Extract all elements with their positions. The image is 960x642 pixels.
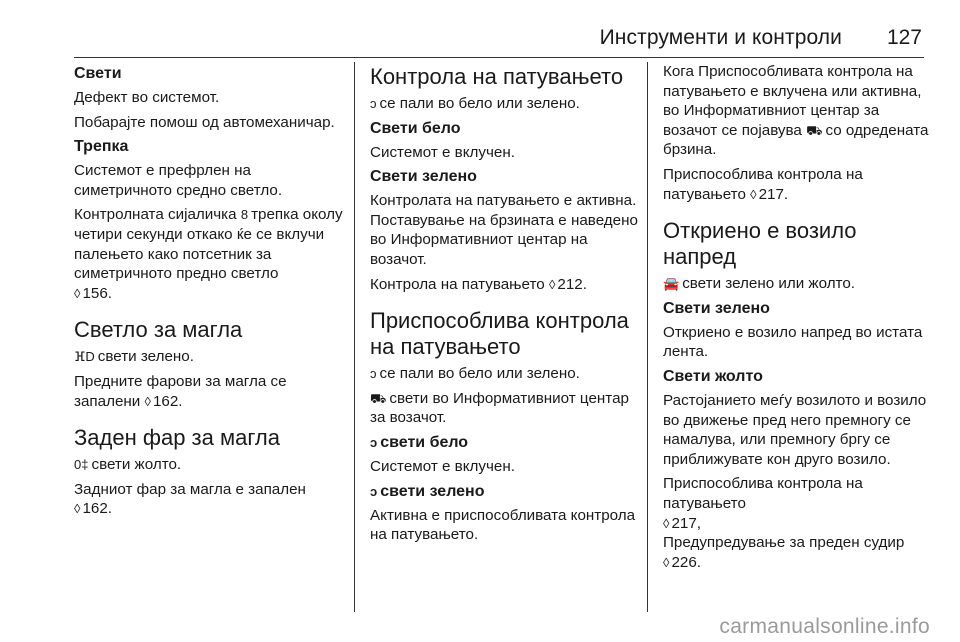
section-title-cruise-control: Контрола на патувањето bbox=[370, 64, 624, 89]
paragraph: Откриено е возило напред во истата лента. bbox=[663, 323, 923, 361]
paragraph: Приспособлива контрола на патувањето ◊ 217. bbox=[663, 165, 863, 203]
page-ref[interactable]: 156. bbox=[82, 284, 112, 302]
cruise-control-icon: ↄ bbox=[370, 434, 378, 450]
watermark: carmanualsonline.info bbox=[719, 615, 930, 638]
page-ref-icon: ◊ bbox=[750, 186, 757, 202]
section-title-vehicle-ahead: Откриено е возило напред bbox=[663, 218, 857, 270]
page-ref[interactable]: 162. bbox=[82, 500, 112, 518]
lamp-icon: 8 bbox=[240, 207, 249, 223]
paragraph: 🚘 свети зелено или жолто. bbox=[663, 275, 856, 293]
section-heading-green: Свети зелено bbox=[663, 299, 770, 317]
page-ref[interactable]: 217. bbox=[758, 185, 789, 203]
paragraph: Системот е вклучен. bbox=[370, 457, 515, 475]
page-title: Инструменти и контроли bbox=[599, 26, 842, 49]
section-heading-yellow: Свети жолто bbox=[663, 367, 763, 385]
paragraph: Приспособлива контрола на патувањето ◊ 217, Предупредување за преден судир ◊ 226. bbox=[663, 475, 905, 571]
cruise-control-icon: ↄ bbox=[370, 483, 378, 499]
section-heading-on: Свети bbox=[74, 65, 122, 82]
page-number: 127 bbox=[886, 26, 922, 49]
section-heading-white: Свети бело bbox=[370, 119, 461, 137]
page-ref-icon: ◊ bbox=[144, 393, 151, 409]
adaptive-cruise-icon: ⛟ bbox=[806, 122, 823, 138]
column-2 bbox=[370, 62, 642, 612]
paragraph: ↄ се пали во бело или зелено. bbox=[370, 365, 580, 383]
section-heading-green: Свети зелено bbox=[370, 168, 477, 186]
section-title-adaptive-cruise: Приспособлива контрола на патувањето bbox=[370, 308, 629, 360]
paragraph: Побарајте помош од автомеханичар. bbox=[74, 113, 335, 131]
page-ref-icon: ◊ bbox=[74, 501, 81, 517]
section-heading-acc-white: ↄ свети бело bbox=[370, 433, 469, 451]
cruise-control-icon: ↄ bbox=[370, 366, 377, 382]
page-ref[interactable]: 226. bbox=[671, 553, 701, 571]
paragraph: Растојанието меѓу возилото и возило во движење пред него премногу се намалува, или премногу бргу се приближувате кон друго возило. bbox=[663, 391, 927, 468]
paragraph: ⛟ свети во Информативниот центар за возачот. bbox=[370, 389, 629, 427]
column-divider-2 bbox=[647, 62, 648, 612]
page-ref-icon: ◊ bbox=[663, 515, 670, 531]
page-ref[interactable]: 217, bbox=[671, 514, 701, 532]
paragraph: ↄ се пали во бело или зелено. bbox=[370, 95, 580, 112]
column-1 bbox=[74, 62, 346, 612]
paragraph: 0‡ свети жолто. bbox=[74, 456, 182, 474]
paragraph: ⴼD свети зелено. bbox=[74, 348, 194, 366]
header-divider bbox=[74, 57, 924, 58]
section-heading-flashing: Трепка bbox=[74, 138, 129, 156]
vehicle-ahead-icon: 🚘 bbox=[663, 276, 680, 292]
paragraph: Предните фарови за магла се запалени ◊ 162. bbox=[74, 372, 287, 410]
page-header bbox=[0, 0, 960, 58]
paragraph: Системот е префрлен на симетричното средно светло. bbox=[74, 162, 283, 199]
page-ref-icon: ◊ bbox=[548, 276, 556, 292]
front-fog-light-icon: ⴼD bbox=[74, 349, 95, 365]
page-ref[interactable]: 212. bbox=[557, 275, 587, 293]
section-title-rear-fog: Заден фар за магла bbox=[74, 425, 280, 451]
paragraph: Дефект во системот. bbox=[74, 89, 220, 106]
page-ref-icon: ◊ bbox=[663, 554, 670, 570]
adaptive-cruise-icon: ⛟ bbox=[370, 390, 387, 406]
paragraph: Активна е приспособливата контрола на патувањето. bbox=[370, 506, 636, 544]
paragraph: Кога Приспособливата контрола на патувањето е вклучена или активна, во Информативниот центар за возачот се појавува ⛟ со одредената брзина. bbox=[663, 63, 929, 159]
page-ref[interactable]: 162. bbox=[152, 392, 183, 410]
section-title-fog-light: Светло за магла bbox=[74, 317, 243, 343]
paragraph: Задниот фар за магла е запален ◊ 162. bbox=[74, 480, 306, 518]
column-3 bbox=[663, 62, 935, 612]
column-divider-1 bbox=[354, 62, 355, 612]
paragraph: Контролната сијаличка 8 трепка околу четири секунди откако ќе се вклучи палењето како потсетник за симетричното предно светло ◊ 156. bbox=[74, 206, 343, 302]
section-heading-acc-green: ↄ свети зелено bbox=[370, 482, 485, 500]
page-ref-icon: ◊ bbox=[74, 285, 81, 301]
paragraph: Контрола на патувањето ◊ 212. bbox=[370, 275, 587, 293]
cruise-control-icon: ↄ bbox=[370, 96, 377, 111]
paragraph: Контролата на патувањето е активна. Поставување на брзината е наведено во Информативниот центар на возачот. bbox=[370, 192, 638, 268]
paragraph: Системот е вклучен. bbox=[370, 143, 515, 161]
rear-fog-light-icon: 0‡ bbox=[74, 457, 89, 473]
